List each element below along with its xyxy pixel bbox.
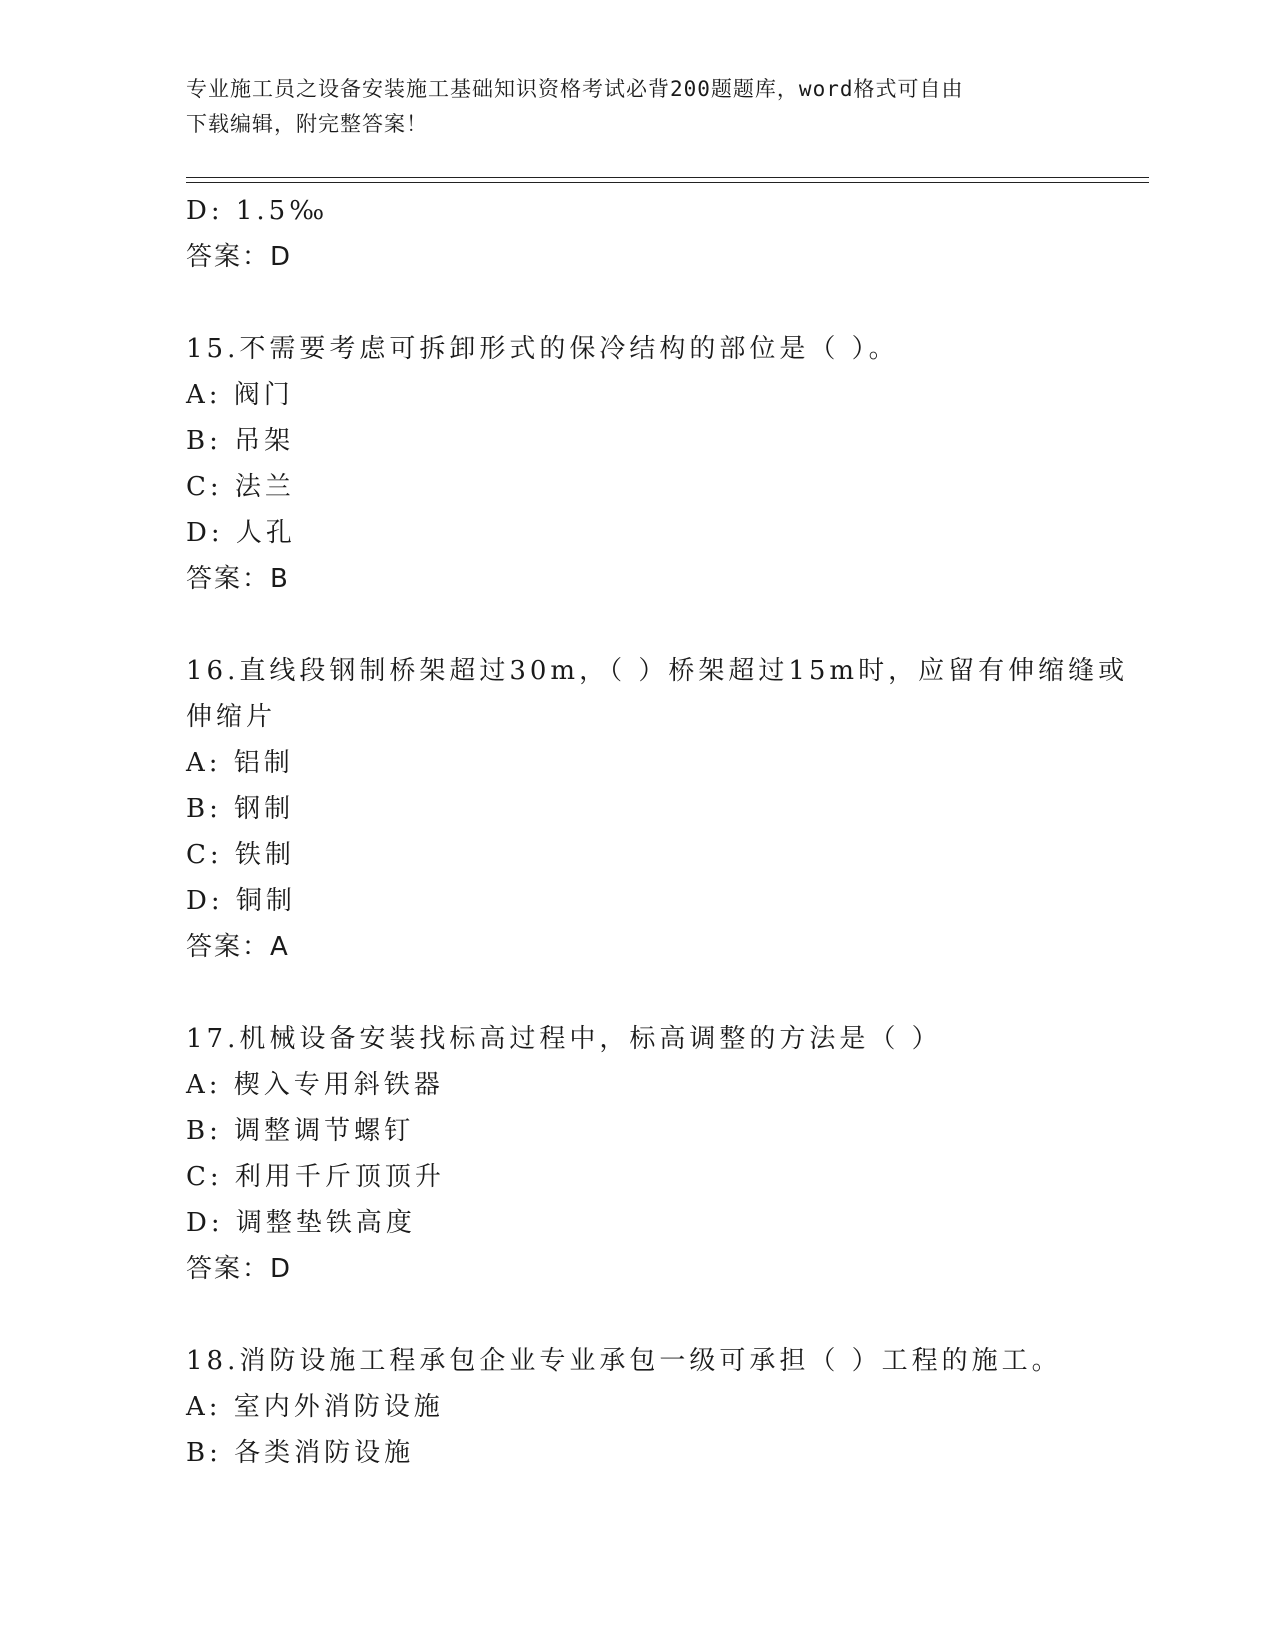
option-a: A: 铝制 — [186, 748, 294, 778]
question-stem: 18.消防设施工程承包企业专业承包一级可承担（ ）工程的施工。 — [186, 1346, 1062, 1376]
option-d: D: 1.5‰ — [186, 196, 329, 226]
option-b: B: 各类消防设施 — [186, 1438, 415, 1468]
option-b: B: 钢制 — [186, 794, 295, 824]
option-c: C: 铁制 — [186, 840, 295, 870]
header-title-line-2: 下载编辑，附完整答案！ — [186, 112, 428, 136]
question-16 — [186, 648, 1129, 970]
question-list — [186, 188, 1129, 1476]
option-b: B: 吊架 — [186, 426, 295, 456]
header-divider-top — [186, 177, 1149, 178]
question-15 — [186, 326, 1086, 602]
spacer — [186, 602, 1086, 648]
option-a: A: 阀门 — [186, 380, 294, 410]
option-d: D: 铜制 — [186, 886, 296, 916]
question-18 — [186, 1338, 1086, 1476]
spacer — [186, 970, 1086, 1016]
header-title-line-1: 专业施工员之设备安装施工基础知识资格考试必背200题题库，word格式可自由 — [186, 77, 964, 101]
question-stem-line-1: 16.直线段钢制桥架超过30m，（ ）桥架超过15m时，应留有伸缩缝或 — [186, 656, 1129, 686]
answer: 答案：D — [186, 1254, 293, 1284]
question-17 — [186, 1016, 1086, 1292]
option-d: D: 调整垫铁高度 — [186, 1208, 416, 1238]
answer: 答案：B — [186, 564, 290, 594]
option-a: A: 室内外消防设施 — [186, 1392, 444, 1422]
option-d: D: 人孔 — [186, 518, 296, 548]
option-b: B: 调整调节螺钉 — [186, 1116, 415, 1146]
option-a: A: 楔入专用斜铁器 — [186, 1070, 444, 1100]
answer: 答案：A — [186, 932, 290, 962]
document-header — [186, 72, 1066, 142]
question-stem: 15.不需要考虑可拆卸形式的保冷结构的部位是（ ）。 — [186, 334, 899, 364]
option-c: C: 法兰 — [186, 472, 295, 502]
header-divider-bottom — [186, 182, 1149, 183]
spacer — [186, 280, 1086, 326]
spacer — [186, 1292, 1086, 1338]
previous-question-tail — [186, 188, 1086, 280]
option-c: C: 利用千斤顶顶升 — [186, 1162, 445, 1192]
question-stem-line-2: 伸缩片 — [186, 702, 277, 732]
question-stem: 17.机械设备安装找标高过程中，标高调整的方法是（ ） — [186, 1024, 942, 1054]
answer: 答案：D — [186, 242, 293, 272]
